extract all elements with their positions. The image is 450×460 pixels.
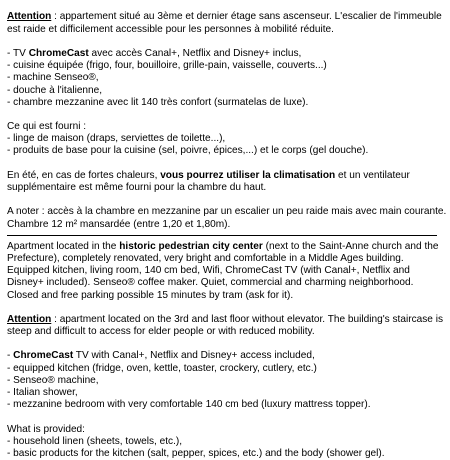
fr-note-line-2: Chambre 12 m² mansardée (entre 1,20 et 1,80m). [7, 218, 231, 230]
en-provided-item: - basic products for the kitchen (salt, pepper, spices, etc.) and the body (shower gel). [7, 447, 385, 459]
fr-chromecast-bold: ChromeCast [28, 47, 89, 59]
fr-note-line-1: A noter : accès à la chambre en mezzanine par un escalier un peu raide mais avec main courante. [7, 206, 447, 218]
fr-summer-line-1 [7, 170, 445, 182]
en-provided-item: - household linen (sheets, towels, etc.), [7, 435, 183, 447]
fr-summer-end: et un ventilateur [335, 169, 410, 181]
fr-tv-prefix: - TV [7, 47, 29, 59]
en-attention-line-2: steep and difficult to access for elder people or with reduced mobility. [7, 326, 315, 338]
fr-attention-text-1: : appartement situé au 3ème et dernier étage sans ascenseur. L'escalier de l'immeuble [51, 11, 442, 23]
fr-attention-line-1 [7, 11, 445, 23]
fr-summer-start: En été, en cas de fortes chaleurs, [7, 169, 161, 181]
listing-description [7, 0, 445, 460]
en-intro-line-1 [7, 241, 445, 253]
fr-provided-heading: Ce qui est fourni : [7, 121, 87, 133]
fr-list-item-tv [7, 48, 445, 60]
en-list-item: - Senseo® machine, [7, 374, 99, 386]
fr-provided-item: - linge de maison (draps, serviettes de toilette...), [7, 133, 226, 145]
fr-summer-line-2: supplémentaire est même fourni pour la chambre du haut. [7, 182, 267, 193]
fr-list-item: - cuisine équipée (frigo, four, bouilloire, grille-pain, vaisselle, couverts...) [7, 60, 327, 72]
en-attention-text-1: : apartment located on the 3rd and last floor without elevator. The building's staircase is [51, 313, 443, 325]
en-chromecast-bold: ChromeCast [13, 350, 74, 362]
en-list-item: - mezzanine bedroom with very comfortable 140 cm bed (luxury mattress topper). [7, 399, 371, 411]
en-cc-prefix: - [7, 350, 14, 362]
section-divider [7, 235, 437, 236]
fr-attention-line-2: est raide et difficilement accessible pour les personnes à mobilité réduite. [7, 23, 334, 35]
en-historic-center-bold: historic pedestrian city center [119, 240, 263, 252]
fr-list-item: - chambre mezzanine avec lit 140 très confort (surmatelas de luxe). [7, 96, 309, 108]
en-intro-line: Prefecture), completely renovated, very bright and comfortable in a Middle Ages building. [7, 252, 404, 264]
fr-list-item: - douche à l'italienne, [7, 84, 103, 96]
en-attention-label: Attention [7, 313, 52, 325]
en-list-item-chromecast [7, 350, 445, 362]
en-list-item: - Italian shower, [7, 387, 78, 398]
en-intro-start: Apartment located in the [7, 240, 120, 252]
en-intro-line: Closed and free parking possible 15 minutes by tram (ask for it). [7, 289, 294, 301]
en-attention-line-1 [7, 314, 445, 326]
fr-climatisation-bold: vous pourrez utiliser la climatisation [160, 169, 336, 181]
en-cc-rest: TV with Canal+, Netflix and Disney+ access included, [73, 350, 315, 362]
fr-provided-item: - produits de base pour la cuisine (sel, poivre, épices,...) et le corps (gel douche). [7, 145, 369, 157]
en-intro-line: Disney+ included). Senseo® coffee maker. Quiet, commercial and charming neighborhood. [7, 277, 414, 289]
en-provided-heading: What is provided: [7, 423, 85, 435]
en-list-item: - equipped kitchen (fridge, oven, kettle, toaster, crockery, cutlery, etc.) [7, 362, 317, 374]
fr-attention-label: Attention [7, 11, 52, 23]
en-intro-end: (next to the Saint-Anne church and the [262, 240, 439, 252]
en-intro-line: Equipped kitchen, living room, 140 cm bed, Wifi, ChromeCast TV (with Canal+, Netflix and [7, 265, 410, 277]
fr-list-item: - machine Senseo®, [7, 72, 99, 84]
fr-tv-rest: avec accès Canal+, Netflix and Disney+ inclus, [88, 47, 302, 59]
